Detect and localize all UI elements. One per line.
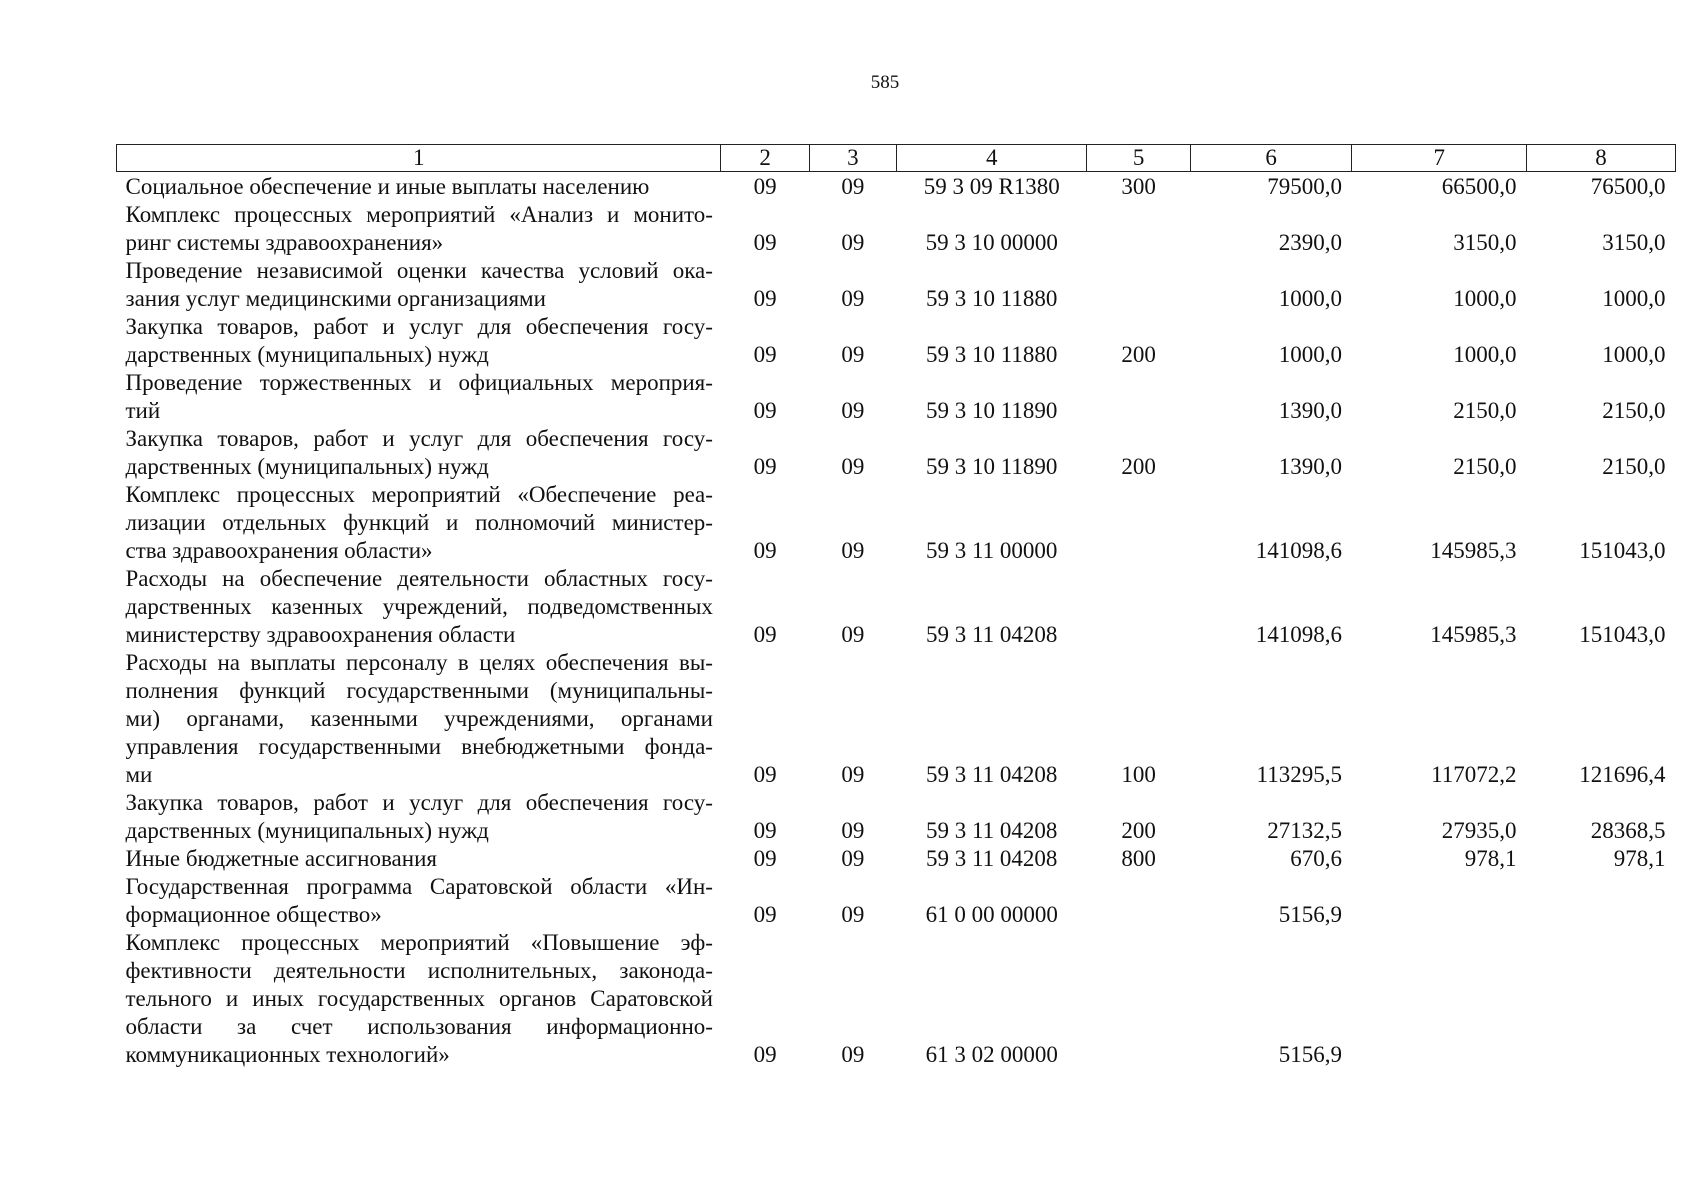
amount-col8-cell: 151043,0: [1579, 622, 1666, 647]
expense-type-cell: [1087, 257, 1190, 313]
header-col-7: 7: [1352, 145, 1527, 172]
item-name-line: Комплекс процессных мероприятий «Обеспечение реа-: [125, 482, 713, 507]
chapter-code-cell: 09: [753, 846, 777, 871]
item-name-line: ми: [125, 762, 153, 787]
table-row: [117, 649, 1676, 789]
table-row: [117, 369, 1676, 425]
amount-col7-cell: 117072,2: [1431, 762, 1517, 787]
item-name-cell: [117, 789, 721, 845]
subsection-code-cell: 09: [841, 818, 865, 843]
amount-col7-cell: 3150,0: [1453, 230, 1517, 255]
target-article-cell: 59 3 09 R1380: [923, 174, 1060, 199]
amount-col6-cell: 27132,5: [1267, 818, 1342, 843]
item-name-cell: [117, 845, 721, 873]
item-name-line: зания услуг медицинскими организациями: [125, 286, 546, 311]
subsection-code-cell: 09: [841, 230, 865, 255]
item-name-line: Комплекс процессных мероприятий «Анализ и монито-: [125, 202, 713, 227]
amount-col8-cell: 151043,0: [1579, 538, 1666, 563]
expense-type-cell: [1087, 369, 1190, 425]
item-name-line: тий: [125, 398, 161, 423]
target-article-cell: 59 3 11 04208: [926, 818, 1058, 843]
amount-col6-cell: 670,6: [1290, 846, 1342, 871]
item-name-line: Иные бюджетные ассигнования: [125, 846, 437, 871]
item-name-cell: [117, 257, 721, 313]
table-row: [117, 425, 1676, 481]
table-row: [117, 789, 1676, 845]
target-article-cell: 59 3 10 00000: [925, 230, 1058, 255]
item-name-line: Закупка товаров, работ и услуг для обеспечения госу-: [125, 426, 713, 451]
item-name-line: коммуникационных технологий»: [125, 1042, 450, 1067]
amount-col8-cell: 28368,5: [1590, 818, 1666, 843]
target-article-cell: 59 3 11 04208: [926, 846, 1058, 871]
subsection-code-cell: 09: [841, 286, 865, 311]
expense-type-cell: 300: [1121, 174, 1156, 199]
expense-type-cell: 200: [1121, 454, 1156, 479]
subsection-code-cell: 09: [841, 538, 865, 563]
item-name-cell: [117, 929, 721, 1069]
amount-col8-cell: 1000,0: [1602, 342, 1666, 367]
table-row: [117, 172, 1676, 202]
amount-col6-cell: 1390,0: [1278, 398, 1342, 423]
expense-type-cell: 200: [1121, 342, 1156, 367]
expense-type-cell: [1087, 481, 1190, 565]
amount-col7-cell: 1000,0: [1453, 286, 1517, 311]
chapter-code-cell: 09: [753, 174, 777, 199]
item-name-line: дарственных (муниципальных) нужд: [125, 342, 489, 367]
amount-col8-cell: [1526, 873, 1675, 929]
item-name-line: ринг системы здравоохранения»: [125, 230, 444, 255]
table-row: [117, 481, 1676, 565]
amount-col7-cell: [1352, 873, 1527, 929]
amount-col8-cell: 978,1: [1613, 846, 1666, 871]
item-name-line: Расходы на обеспечение деятельности областных госу-: [125, 566, 713, 591]
chapter-code-cell: 09: [753, 1042, 777, 1067]
item-name-line: дарственных казенных учреждений, подведомственных: [125, 594, 713, 619]
table-row: [117, 201, 1676, 257]
amount-col7-cell: 27935,0: [1441, 818, 1517, 843]
subsection-code-cell: 09: [841, 398, 865, 423]
amount-col7-cell: 66500,0: [1441, 174, 1517, 199]
amount-col7-cell: [1352, 929, 1527, 1069]
item-name-cell: [117, 172, 721, 202]
subsection-code-cell: 09: [841, 902, 865, 927]
amount-col6-cell: 141098,6: [1255, 622, 1342, 647]
item-name-cell: [117, 369, 721, 425]
chapter-code-cell: 09: [753, 762, 777, 787]
amount-col8-cell: 121696,4: [1579, 762, 1666, 787]
expense-type-cell: [1087, 929, 1190, 1069]
amount-col6-cell: 1390,0: [1278, 454, 1342, 479]
subsection-code-cell: 09: [841, 454, 865, 479]
table-row: [117, 845, 1676, 873]
amount-col6-cell: 5156,9: [1278, 902, 1342, 927]
item-name-line: полнения функций государственными (муниципальны-: [125, 678, 713, 703]
chapter-code-cell: 09: [753, 538, 777, 563]
target-article-cell: 59 3 11 04208: [926, 622, 1058, 647]
item-name-line: Закупка товаров, работ и услуг для обеспечения госу-: [125, 314, 713, 339]
header-col-2: 2: [721, 145, 809, 172]
table-row: [117, 873, 1676, 929]
header-col-8: 8: [1526, 145, 1675, 172]
item-name-line: дарственных (муниципальных) нужд: [125, 818, 489, 843]
chapter-code-cell: 09: [753, 286, 777, 311]
amount-col6-cell: 113295,5: [1256, 762, 1342, 787]
subsection-code-cell: 09: [841, 762, 865, 787]
item-name-cell: [117, 649, 721, 789]
amount-col6-cell: 1000,0: [1278, 286, 1342, 311]
item-name-line: дарственных (муниципальных) нужд: [125, 454, 489, 479]
amount-col8-cell: 1000,0: [1602, 286, 1666, 311]
expense-type-cell: 200: [1121, 818, 1156, 843]
chapter-code-cell: 09: [753, 230, 777, 255]
table-row: [117, 565, 1676, 649]
expense-type-cell: 800: [1121, 846, 1156, 871]
chapter-code-cell: 09: [753, 818, 777, 843]
target-article-cell: 59 3 10 11880: [926, 342, 1058, 367]
budget-table: [116, 144, 1676, 1069]
expense-type-cell: [1087, 201, 1190, 257]
amount-col8-cell: [1526, 929, 1675, 1069]
expense-type-cell: [1087, 565, 1190, 649]
item-name-line: Закупка товаров, работ и услуг для обеспечения госу-: [125, 790, 713, 815]
item-name-cell: [117, 425, 721, 481]
target-article-cell: 61 0 00 00000: [925, 902, 1058, 927]
amount-col6-cell: 2390,0: [1278, 230, 1342, 255]
table-row: [117, 257, 1676, 313]
target-article-cell: 59 3 11 00000: [926, 538, 1058, 563]
item-name-line: Социальное обеспечение и иные выплаты населению: [125, 174, 650, 199]
table-row: [117, 313, 1676, 369]
subsection-code-cell: 09: [841, 174, 865, 199]
expense-type-cell: 100: [1121, 762, 1156, 787]
target-article-cell: 59 3 10 11890: [926, 454, 1058, 479]
subsection-code-cell: 09: [841, 342, 865, 367]
chapter-code-cell: 09: [753, 342, 777, 367]
item-name-line: лизации отдельных функций и полномочий министер-: [125, 510, 713, 535]
chapter-code-cell: 09: [753, 622, 777, 647]
amount-col7-cell: 145985,3: [1430, 538, 1517, 563]
header-col-3: 3: [809, 145, 896, 172]
amount-col7-cell: 1000,0: [1453, 342, 1517, 367]
item-name-cell: [117, 873, 721, 929]
item-name-line: тельного и иных государственных органов Саратовской: [125, 986, 713, 1011]
page-number: 585: [870, 72, 900, 93]
subsection-code-cell: 09: [841, 1042, 865, 1067]
chapter-code-cell: 09: [753, 454, 777, 479]
item-name-line: Государственная программа Саратовской области «Ин-: [125, 874, 713, 899]
expense-type-cell: [1087, 873, 1190, 929]
item-name-line: ми) органами, казенными учреждениями, органами: [125, 706, 713, 731]
amount-col7-cell: 2150,0: [1453, 398, 1517, 423]
item-name-cell: [117, 481, 721, 565]
table-row: [117, 929, 1676, 1069]
amount-col8-cell: 2150,0: [1602, 398, 1666, 423]
target-article-cell: 59 3 10 11890: [926, 398, 1058, 423]
header-col-4: 4: [897, 145, 1087, 172]
item-name-line: Проведение торжественных и официальных мероприя-: [125, 370, 713, 395]
chapter-code-cell: 09: [753, 902, 777, 927]
item-name-line: фективности деятельности исполнительных, законода-: [125, 958, 713, 983]
subsection-code-cell: 09: [841, 846, 865, 871]
amount-col6-cell: 1000,0: [1278, 342, 1342, 367]
item-name-line: ства здравоохранения области»: [125, 538, 433, 563]
header-col-5: 5: [1087, 145, 1190, 172]
item-name-cell: [117, 565, 721, 649]
amount-col7-cell: 2150,0: [1453, 454, 1517, 479]
table-body: [117, 172, 1676, 1070]
header-row: [117, 145, 1676, 172]
amount-col6-cell: 5156,9: [1278, 1042, 1342, 1067]
amount-col8-cell: 2150,0: [1602, 454, 1666, 479]
item-name-line: Расходы на выплаты персоналу в целях обеспечения вы-: [125, 650, 713, 675]
target-article-cell: 59 3 11 04208: [926, 762, 1058, 787]
amount-col8-cell: 3150,0: [1602, 230, 1666, 255]
target-article-cell: 59 3 10 11880: [926, 286, 1058, 311]
target-article-cell: 61 3 02 00000: [925, 1042, 1058, 1067]
item-name-cell: [117, 313, 721, 369]
chapter-code-cell: 09: [753, 398, 777, 423]
item-name-line: министерству здравоохранения области: [125, 622, 516, 647]
item-name-line: формационное общество»: [125, 902, 382, 927]
item-name-line: Комплекс процессных мероприятий «Повышение эф-: [125, 930, 713, 955]
item-name-cell: [117, 201, 721, 257]
item-name-line: области за счет использования информационно-: [125, 1014, 713, 1039]
header-col-1: 1: [117, 145, 721, 172]
amount-col6-cell: 79500,0: [1267, 174, 1342, 199]
header-col-6: 6: [1190, 145, 1352, 172]
item-name-line: управления государственными внебюджетными фонда-: [125, 734, 713, 759]
amount-col6-cell: 141098,6: [1255, 538, 1342, 563]
amount-col7-cell: 978,1: [1464, 846, 1517, 871]
amount-col7-cell: 145985,3: [1430, 622, 1517, 647]
amount-col8-cell: 76500,0: [1590, 174, 1666, 199]
subsection-code-cell: 09: [841, 622, 865, 647]
item-name-line: Проведение независимой оценки качества условий ока-: [125, 258, 713, 283]
